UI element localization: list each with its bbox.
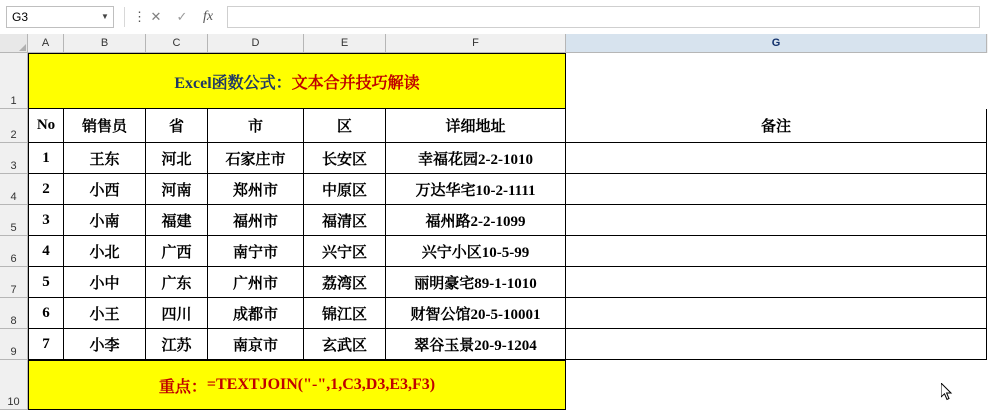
row-header-7[interactable]: 7 [0,267,28,298]
cell-e3[interactable]: 长安区 [304,143,386,174]
row-header-10[interactable]: 10 [0,360,28,410]
header-address[interactable]: 详细地址 [386,109,566,143]
column-header-a[interactable]: A [28,34,64,53]
column-header-row [0,34,988,53]
row-header-9[interactable]: 9 [0,329,28,360]
cell-e9[interactable]: 玄武区 [304,329,386,360]
select-all-corner[interactable] [0,34,28,53]
cell-f6[interactable]: 兴宁小区10-5-99 [386,236,566,267]
table-row [0,298,988,329]
more-options-icon[interactable]: ⋮ [133,9,146,24]
table-row [0,205,988,236]
column-header-e[interactable]: E [304,34,386,53]
table-row [0,174,988,205]
cell-e4[interactable]: 中原区 [304,174,386,205]
cell-a7[interactable]: 5 [28,267,64,298]
header-no[interactable]: No [28,109,64,143]
column-header-f[interactable]: F [386,34,566,53]
table-row [0,329,988,360]
cell-g5[interactable] [566,205,987,236]
footer-prefix: 重点： [158,378,207,396]
cell-c7[interactable]: 广东 [146,267,208,298]
cell-f8[interactable]: 财智公馆20-5-10001 [386,298,566,329]
header-remark[interactable]: 备注 [566,109,987,143]
cell-g6[interactable] [566,236,987,267]
divider [124,7,125,27]
cell-b9[interactable]: 小李 [64,329,146,360]
footer-formula: =TEXTJOIN("-",1,C3,D3,E3,F3) [206,376,436,393]
cell-b7[interactable]: 小中 [64,267,146,298]
cell-d3[interactable]: 石家庄市 [208,143,304,174]
cell-g1[interactable] [566,53,987,109]
row-header-1[interactable]: 1 [0,53,28,109]
cell-c8[interactable]: 四川 [146,298,208,329]
cell-a9[interactable]: 7 [28,329,64,360]
column-header-b[interactable]: B [64,34,146,53]
cell-a5[interactable]: 3 [28,205,64,236]
footer-banner[interactable] [28,360,566,410]
formula-input[interactable] [227,6,980,28]
cell-d5[interactable]: 福州市 [208,205,304,236]
column-header-d[interactable]: D [208,34,304,53]
chevron-down-icon[interactable]: ▼ [101,12,109,21]
table-row [0,360,988,410]
cell-f3[interactable]: 幸福花园2-2-1010 [386,143,566,174]
formula-bar [0,0,988,35]
header-city[interactable]: 市 [208,109,304,143]
cell-f4[interactable]: 万达华宅10-2-1111 [386,174,566,205]
cell-e7[interactable]: 荔湾区 [304,267,386,298]
cell-b5[interactable]: 小南 [64,205,146,236]
cell-b8[interactable]: 小王 [64,298,146,329]
cell-b4[interactable]: 小西 [64,174,146,205]
cell-g7[interactable] [566,267,987,298]
confirm-icon[interactable]: ✓ [176,9,188,24]
spreadsheet-grid [0,53,988,414]
cell-c3[interactable]: 河北 [146,143,208,174]
cell-f5[interactable]: 福州路2-2-1099 [386,205,566,236]
row-header-4[interactable]: 4 [0,174,28,205]
cell-e5[interactable]: 福清区 [304,205,386,236]
table-row [0,143,988,174]
cell-a8[interactable]: 6 [28,298,64,329]
cell-e6[interactable]: 兴宁区 [304,236,386,267]
cell-b3[interactable]: 王东 [64,143,146,174]
header-province[interactable]: 省 [146,109,208,143]
cell-c5[interactable]: 福建 [146,205,208,236]
cell-d9[interactable]: 南京市 [208,329,304,360]
column-header-g[interactable]: G [566,34,987,53]
cell-f7[interactable]: 丽明豪宅89-1-1010 [386,267,566,298]
cancel-icon[interactable]: ✕ [150,9,162,24]
cell-c4[interactable]: 河南 [146,174,208,205]
row-header-3[interactable]: 3 [0,143,28,174]
cell-e8[interactable]: 锦江区 [304,298,386,329]
title-prefix: Excel函数公式： [174,74,292,92]
insert-function-icon[interactable]: fx [202,9,214,24]
header-district[interactable]: 区 [304,109,386,143]
cell-a6[interactable]: 4 [28,236,64,267]
cell-b6[interactable]: 小北 [64,236,146,267]
cell-c6[interactable]: 广西 [146,236,208,267]
row-header-2[interactable]: 2 [0,109,28,143]
row-header-5[interactable]: 5 [0,205,28,236]
column-header-c[interactable]: C [146,34,208,53]
name-box-value: G3 [12,10,29,24]
name-box[interactable] [6,6,114,28]
table-row [0,236,988,267]
title-banner[interactable] [28,53,566,109]
cell-g8[interactable] [566,298,987,329]
cell-g10[interactable] [566,360,987,410]
cell-g3[interactable] [566,143,987,174]
cell-f9[interactable]: 翠谷玉景20-9-1204 [386,329,566,360]
header-salesperson[interactable]: 销售员 [64,109,146,143]
cell-g4[interactable] [566,174,987,205]
table-row [0,267,988,298]
title-suffix: 文本合并技巧解读 [291,74,420,92]
table-row [0,53,988,109]
cell-d6[interactable]: 南宁市 [208,236,304,267]
cell-d8[interactable]: 成都市 [208,298,304,329]
cell-c9[interactable]: 江苏 [146,329,208,360]
cell-d7[interactable]: 广州市 [208,267,304,298]
cell-g9[interactable] [566,329,987,360]
row-header-8[interactable]: 8 [0,298,28,329]
cell-a4[interactable]: 2 [28,174,64,205]
row-header-6[interactable]: 6 [0,236,28,267]
cell-d4[interactable]: 郑州市 [208,174,304,205]
cell-a3[interactable]: 1 [28,143,64,174]
table-header-row [0,109,988,143]
